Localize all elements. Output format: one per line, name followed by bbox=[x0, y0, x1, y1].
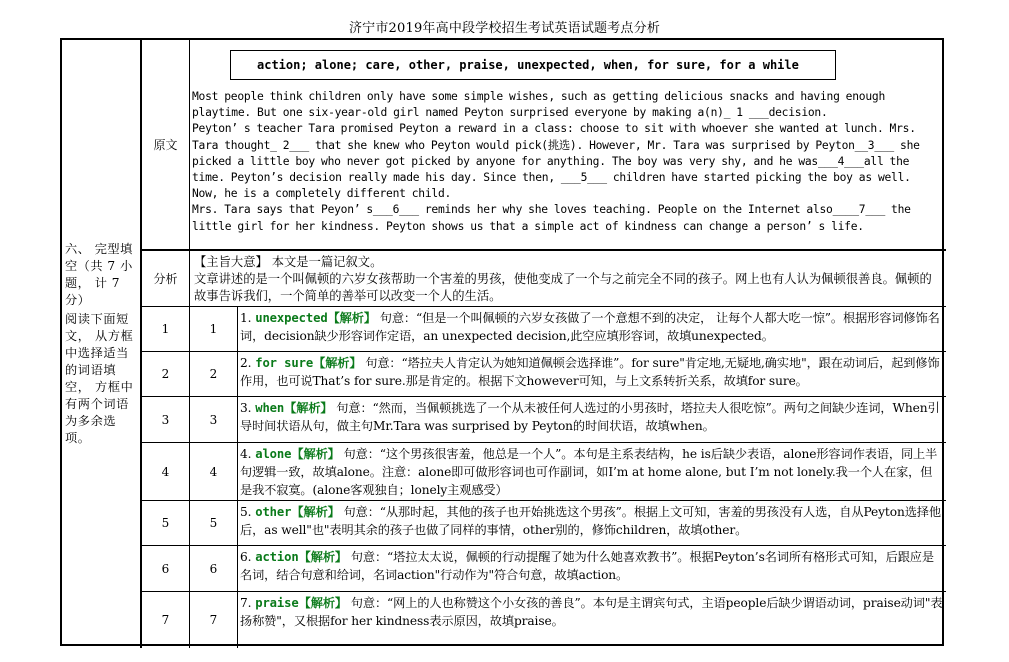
section-label: 六、 完型填空（共 7 小题， 计 7 分） bbox=[65, 242, 133, 307]
explanation-cell bbox=[238, 592, 946, 648]
item-index: 6. bbox=[240, 550, 256, 564]
analysis-tag: 【解析】 bbox=[291, 447, 340, 461]
answer-word: unexpected bbox=[255, 311, 328, 325]
answer-number: 2 bbox=[190, 352, 238, 397]
answer-word: other bbox=[255, 505, 292, 519]
passage bbox=[192, 89, 942, 235]
item-index: 1. bbox=[240, 311, 256, 325]
answer-number: 7 bbox=[190, 592, 238, 648]
original-text-label: 原文 bbox=[142, 40, 190, 251]
passage-paragraph: Most people think children only have some simple wishes, such as getting delicious snacks and having enough playtime. But one six-year-old girl named Peyton surprised everyone by making a(n)_ 1 ___decision. bbox=[192, 90, 885, 120]
analysis-label: 分析 bbox=[142, 251, 190, 307]
answer-number: 4 bbox=[190, 443, 238, 501]
analysis-tag: 【解析】 bbox=[284, 401, 333, 415]
question-number: 7 bbox=[142, 592, 190, 648]
analysis-tag: 【解析】 bbox=[327, 311, 376, 325]
summary-text: 文章讲述的是一个叫佩顿的六岁女孩帮助一个害羞的男孩，使他变成了一个与之前完全不同的孩子。网上也有人认为佩顿很善良。佩顿的故事告诉我们，一个简单的善举可以改变一个人的生活。 bbox=[194, 272, 932, 303]
explanation-text: 句意：“塔拉太太说，佩顿的行动提醒了她为什么她喜欢教书”。根据Peyton’s名词所有格形式可知，后跟应是名词，结合句意和给词，名词action"行动作为"符合句意，故填action。 bbox=[240, 550, 934, 582]
answer-word: praise bbox=[255, 596, 299, 610]
item-index: 3. bbox=[240, 401, 256, 415]
section-header-cell bbox=[62, 40, 142, 648]
document-title: 济宁市2019年高中段学校招生考试英语试题考点分析 bbox=[348, 21, 661, 36]
item-index: 5. bbox=[240, 505, 256, 519]
analysis-table bbox=[60, 38, 944, 646]
explanation-text: 句意：“这个男孩很害羞，他总是一个人”。本句是主系表结构，he is后缺少表语，alone形容词作表语，同上半句逻辑一致，故填alone。注意：alone即可做形容词也可作副词，如I’m at home alone, but I’m not lonely.我一个人在家，但是我不寂寞。(alone客观独自；lonely主观感受） bbox=[240, 447, 938, 497]
explanation-cell bbox=[238, 352, 946, 397]
answer-number: 6 bbox=[190, 546, 238, 592]
explanation-cell bbox=[238, 443, 946, 501]
question-number: 4 bbox=[142, 443, 190, 501]
item-index: 4. bbox=[240, 447, 256, 461]
answer-number: 1 bbox=[190, 307, 238, 352]
answer-word: when bbox=[255, 401, 285, 415]
explanation-text: 句意：“然而，当佩顿挑选了一个从未被任何人选过的小男孩时，塔拉夫人很吃惊”。两句之间缺少连词，When引导时间状语从句，做主句Mr.Tara was surprised by Peyton的时间状语，故填when。 bbox=[240, 401, 940, 433]
analysis-tag: 【解析】 bbox=[298, 550, 347, 564]
question-number: 1 bbox=[142, 307, 190, 352]
explanation-cell bbox=[238, 397, 946, 443]
explanation-text: 句意：“网上的人也称赞这个小女孩的善良”。本句是主谓宾句式，主语people后缺少谓语动词，praise动词"表扬称赞"，又根据for her kindness表示原因，故填praise。 bbox=[240, 596, 943, 628]
item-index: 7. bbox=[240, 596, 256, 610]
explanation-text: 句意：“从那时起，其他的孩子也开始挑选这个男孩”。根据上文可知，害羞的男孩没有人选，自从Peyton选择他后，as well"也"表明其余的孩子也做了同样的事情，other别的，修饰children，故填other。 bbox=[240, 505, 941, 537]
summary-heading: 【主旨大意】 本文是一篇记叙文。 bbox=[194, 255, 383, 269]
explanation-cell bbox=[238, 546, 946, 592]
analysis-summary-cell bbox=[190, 251, 946, 307]
question-number: 5 bbox=[142, 501, 190, 546]
section-instruction: 阅读下面短文， 从方框中选择适当的词语填空， 方框中有两个词语为多余选项。 bbox=[65, 312, 134, 445]
answer-number: 5 bbox=[190, 501, 238, 546]
explanation-text: 句意：“但是一个叫佩顿的六岁女孩做了一个意想不到的决定， 让每个人都大吃一惊”。根据形容词修饰名词，decision缺少形容词作定语，an unexpected decision,此空应填形容词，故填unexpected。 bbox=[240, 311, 940, 343]
explanation-text: 句意：“塔拉夫人肯定认为她知道佩顿会选择谁”。for sure"肯定地,无疑地,确实地"，跟在动词后，起到修饰作用，也可说That’s for sure.那是肯定的。根据下文however可知，与上文系转折关系，故填for sure。 bbox=[240, 356, 940, 388]
passage-paragraph: Mrs. Tara says that Peyon’ s___6___ reminds her why she loves teaching. People on the Internet also____7___ the little girl for her kindness. Peyton shows us that a simple act of kindness can change a person’ s life. bbox=[192, 203, 911, 233]
answer-number: 3 bbox=[190, 397, 238, 443]
analysis-tag: 【解析】 bbox=[291, 505, 340, 519]
question-number: 6 bbox=[142, 546, 190, 592]
analysis-tag: 【解析】 bbox=[313, 356, 362, 370]
answer-word: alone bbox=[255, 447, 292, 461]
question-number: 3 bbox=[142, 397, 190, 443]
answer-word: for sure bbox=[255, 356, 314, 370]
word-bank-box: action; alone; care, other, praise, unexpected, when, for sure, for a while bbox=[230, 50, 836, 80]
explanation-cell bbox=[238, 307, 946, 352]
passage-paragraph: Peyton’ s teacher Tara promised Peyton a reward in a class: choose to sit with whoever she wanted at lunch. Mrs. Tara thought_ 2___ that she knew who Peyton would pick(挑选). However, Mr. Tara was surprised by Peyton__3___ she picked a little boy who never got picked by anyone for anything. The boy was very shy, and he was___4___all the time. Peyton’s decision really made his day. Since then, ___5___ children have started picking the boy as well. Now, he is a completely different child. bbox=[192, 122, 920, 201]
explanation-cell bbox=[238, 501, 946, 546]
question-number: 2 bbox=[142, 352, 190, 397]
original-text-cell bbox=[190, 40, 946, 251]
answer-word: action bbox=[255, 550, 299, 564]
analysis-tag: 【解析】 bbox=[298, 596, 347, 610]
item-index: 2. bbox=[240, 356, 256, 370]
